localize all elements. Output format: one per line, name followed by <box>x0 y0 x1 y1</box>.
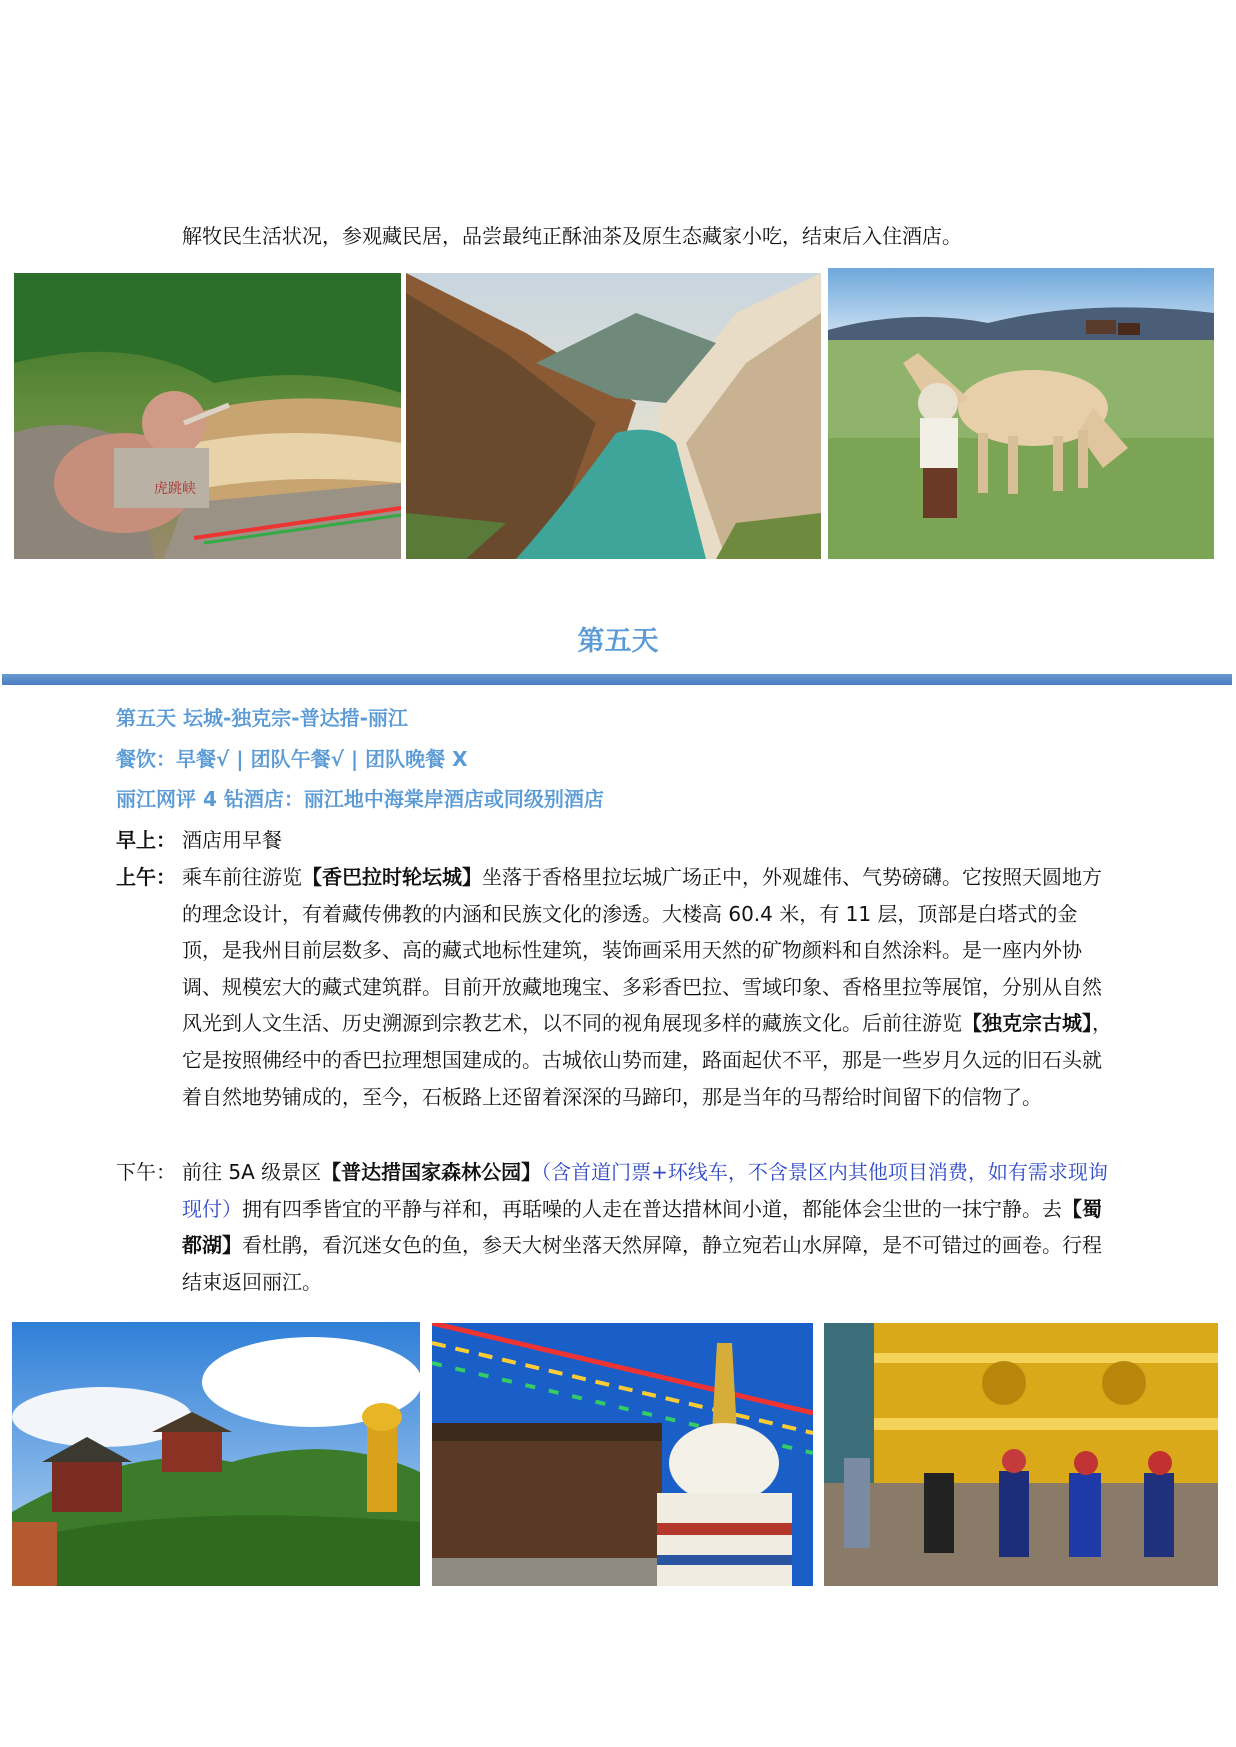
route-line: 第五天 坛城-独克宗-普达措-丽江 <box>116 706 408 730</box>
morning-text-1: 乘车前往游览 <box>182 865 302 889</box>
meals-line: 餐饮：早餐√ | 团队午餐√ | 团队晚餐 X <box>116 747 468 771</box>
horse-grassland-photo <box>828 268 1214 559</box>
afternoon-note: （含首道门票+环线车，不含景区内其他项目消费，如有需求现询现付） <box>182 1160 1108 1221</box>
schedule-morning <box>116 859 1116 1115</box>
white-stupa-photo <box>432 1323 813 1586</box>
schedule-early <box>116 822 1116 859</box>
morning-label: 上午： <box>116 865 176 889</box>
afternoon-text-2: 拥有四季皆宜的平静与祥和，再聒噪的人走在普达措林间小道，都能体会尘世的一抹宁静。去 <box>242 1196 1062 1221</box>
afternoon-text-3: 看杜鹃，看沉迷女色的鱼，参天大树坐落天然屏障，静立宛若山水屏障，是不可错过的画卷。行程结束返回丽江。 <box>182 1233 1102 1294</box>
canyon-river-photo <box>406 273 821 559</box>
schedule-afternoon <box>116 1154 1116 1300</box>
afternoon-highlight-1: 【普达措国家森林公园】 <box>321 1160 542 1184</box>
morning-text-3: ，它是按照佛经中的香巴拉理想国建成的。古城依山势而建，路面起伏不平，那是一些岁月久远的旧石头就着自然地势铺成的，至今，石板路上还留着深深的马蹄印，那是当年的马帮给时间留下的信物了。 <box>182 1011 1112 1109</box>
morning-highlight-2: 【独克宗古城】 <box>962 1011 1092 1036</box>
intro-text: 解牧民生活状况，参观藏民居，品尝最纯正酥油茶及原生态藏家小吃，结束后入住酒店。 <box>182 224 962 248</box>
monastery-hill-photo <box>12 1322 420 1586</box>
tiger-leaping-gorge-photo <box>14 273 401 559</box>
morning-highlight-1: 【香巴拉时轮坛城】 <box>302 865 482 889</box>
photo-sign-text: 虎跳峡 <box>154 481 196 497</box>
morning-text-2: 坐落于香格里拉坛城广场正中，外观雄伟、气势磅礴。它按照天圆地方的理念设计，有着藏传佛教的内涵和民族文化的渗透。大楼高 60.4 米，有 11 层，顶部是白塔式的金顶，是我州目前层数多、高的藏式地标性建筑，装饰画采用天然的矿物颜料和自然涂料。是一座内外协调、规模宏大的藏式建筑群。目前开放藏地瑰宝、多彩香巴拉、雪域印象、香格里拉等展馆，分别从自然风光到人文生活、历史溯源到宗教艺术，以不同的视角展现多样的藏族文化。后前往游览 <box>182 865 1102 1036</box>
section-divider <box>2 674 1232 685</box>
golden-prayer-wheel-photo <box>824 1323 1218 1586</box>
early-text: 酒店用早餐 <box>182 828 282 852</box>
day-heading: 第五天 <box>577 626 659 657</box>
early-label: 早上： <box>116 828 176 852</box>
afternoon-text-1: 前往 5A 级景区 <box>182 1160 322 1184</box>
afternoon-label: 下午： <box>116 1160 176 1184</box>
hotel-line: 丽江网评 4 钻酒店：丽江地中海棠岸酒店或同级别酒店 <box>116 787 604 811</box>
afternoon-highlight-2: 【蜀都湖】 <box>182 1196 1102 1258</box>
